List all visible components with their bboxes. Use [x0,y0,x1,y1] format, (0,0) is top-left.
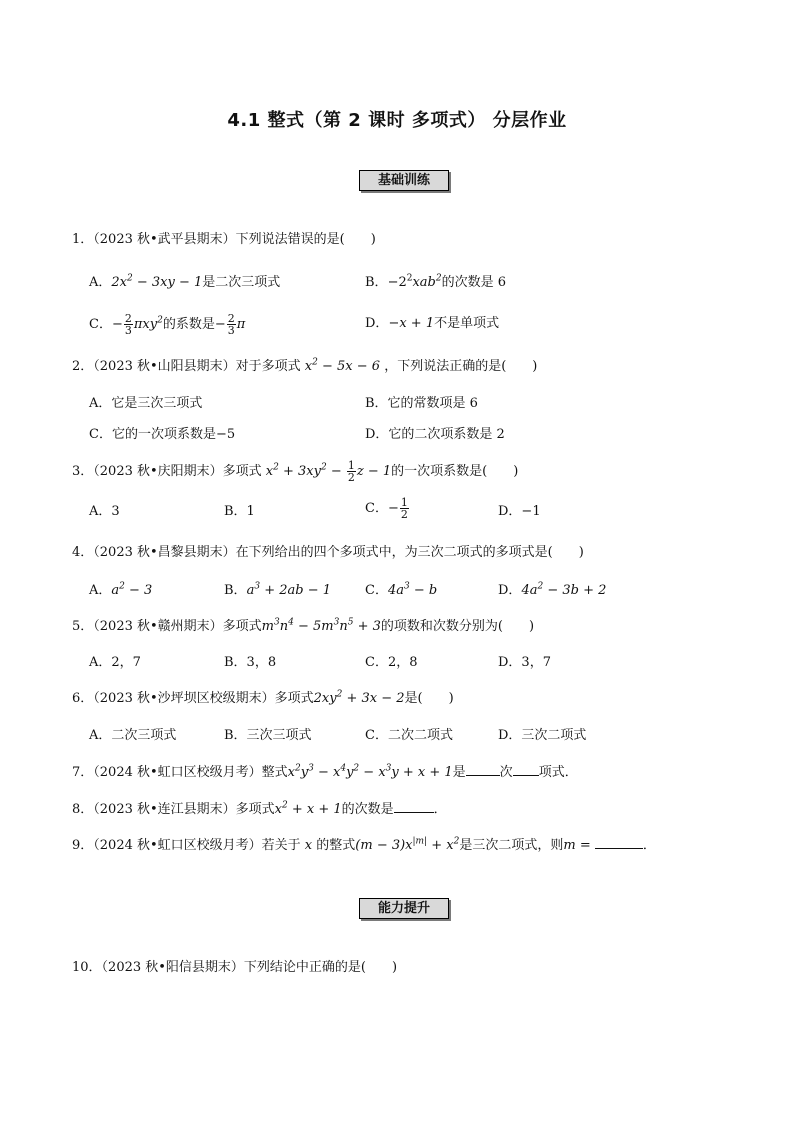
question-9-stem: 9．（2024 秋•虹口区校级月考）若关于 x 的整式$(m - 3)x^{|m|} + x^2$是三次二项式，则m = ． [72,836,656,853]
q9-blank[interactable] [595,836,643,849]
question-3-stem: 3．（2023 秋•庆阳期末）多项式 $x^2 + 3xy^2$ − $\frac{1}{2}$ z − 1的一次项系数是( ) [72,459,519,484]
q1-option-d[interactable]: D．−x + 1不是单项式 [365,316,500,331]
q3-option-b[interactable]: B．1 [224,504,255,519]
q7-blank-terms[interactable] [513,763,539,776]
q2-option-c[interactable]: C．它的一次项系数是−5 [89,427,236,442]
q4-option-b[interactable]: B．$a^3 + 2ab - 1$ [224,581,331,598]
question-10-stem: 10．（2023 秋•阳信县期末）下列结论中正确的是( ) [72,960,398,975]
q4-option-c[interactable]: C．$4a^3 - b$ [365,581,438,598]
question-6-stem: 6．（2023 秋•沙坪坝区校级期末）多项式$2xy^2 + 3x - 2$是( ) [72,689,454,706]
question-1-stem: 1．（2023 秋•武平县期末）下列说法错误的是( ) [72,232,376,247]
q5-option-d[interactable]: D．3，7 [498,655,551,670]
question-8-stem: 8．（2023 秋•连江县期末）多项式$x^2 + x + 1$的次数是 ． [72,800,447,817]
q4-option-d[interactable]: D．$4a^2 - 3b + 2$ [498,581,607,598]
q5-option-b[interactable]: B．3，8 [224,655,277,670]
q4-option-a[interactable]: A．$a^2 - 3$ [89,581,153,598]
q3-option-a[interactable]: A．3 [89,504,120,519]
page-title: 4.1 整式（第 2 课时 多项式） 分层作业 [227,110,567,131]
question-4-stem: 4．（2023 秋•昌黎县期末）在下列给出的四个多项式中，为三次二项式的多项式是( ) [72,545,584,560]
q1-option-c[interactable]: C．− $\frac{2}{3}$ πxy$^2$的系数是− $\frac{2}{3}$ π [89,312,246,337]
q2-option-d[interactable]: D．它的二次项系数是 2 [365,427,505,442]
q3-option-d[interactable]: D．−1 [498,504,541,519]
q5-option-a[interactable]: A．2，7 [89,655,141,670]
q1-option-a[interactable]: A．$2x^2 - 3xy - 1$是二次三项式 [89,273,281,290]
q6-option-a[interactable]: A．二次三项式 [89,728,177,743]
q6-option-c[interactable]: C．二次二项式 [365,728,453,743]
q6-option-d[interactable]: D．三次二项式 [498,728,587,743]
q5-option-c[interactable]: C．2，8 [365,655,418,670]
q8-blank[interactable] [394,800,434,813]
question-2-stem: 2．（2023 秋•山阳县期末）对于多项式 $x^2 - 5x - 6$ ，下列说法正确的是( ) [72,357,538,374]
section-basic-training: 基础训练 [359,170,449,191]
q2-option-a[interactable]: A．它是三次三项式 [89,396,203,411]
q6-option-b[interactable]: B．三次三项式 [224,728,312,743]
question-5-stem: 5．（2023 秋•赣州期末）多项式$m^3n^4 - 5m^3n^5 + 3$的项数和次数分别为( ) [72,617,535,634]
q3-option-c[interactable]: C．− $\frac{1}{2}$ [365,496,408,521]
q2-option-b[interactable]: B．它的常数项是 6 [365,396,478,411]
section-advanced: 能力提升 [359,898,449,919]
q1-option-b[interactable]: B．$-2^2xab^2$的次数是 6 [365,273,507,290]
q7-blank-degree[interactable] [466,763,500,776]
question-7-stem: 7．（2024 秋•虹口区校级月考）整式$x^2y^3 - x^4y^2 - x^3y + x + 1$是 次 项式． [72,763,578,780]
